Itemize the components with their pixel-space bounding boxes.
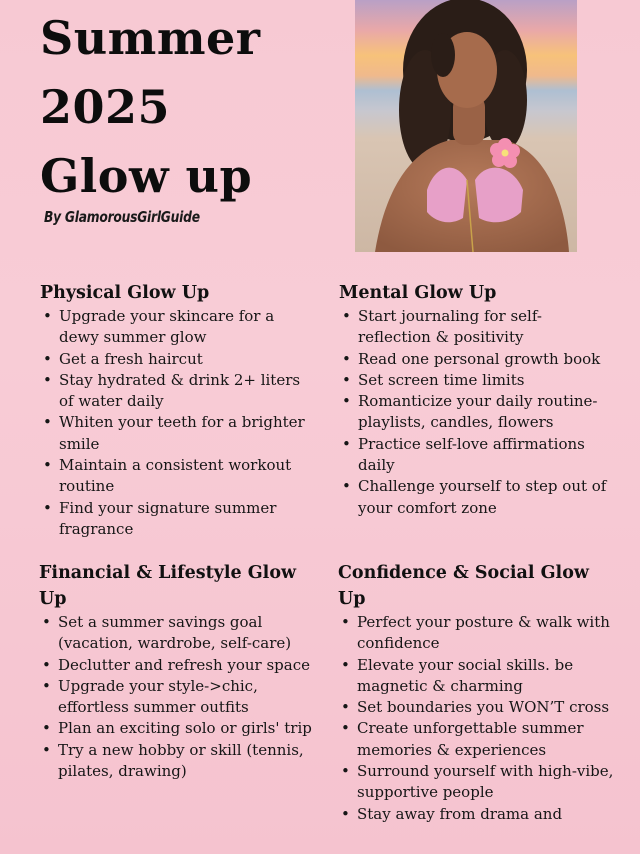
list-item: • Perfect your posture & walk with confidence [338,612,614,655]
list-item: • Set screen time limits [339,370,614,391]
list-item: • Declutter and refresh your space [39,655,314,676]
list-item: • Start journaling for self-reflection & positivity [339,306,614,349]
photo-illustration [355,0,577,252]
section-heading: Confidence & Social Glow Up [338,563,589,609]
list-item: • Whiten your teeth for a brighter smile [40,412,310,455]
list-item: • Romanticize your daily routine-playlists, candles, flowers [339,391,614,434]
list-item: • Stay away from drama and [338,804,614,825]
title-line-2: 2025 [40,80,171,134]
list-item: • Maintain a consistent workout routine [40,455,310,498]
list-item: • Try a new hobby or skill (tennis, pilates, drawing) [39,740,314,783]
list-item: • Plan an exciting solo or girls' trip [39,718,314,739]
section-confidence-social-glow-up [338,560,614,825]
list-item: • Challenge yourself to step out of your comfort zone [339,476,614,519]
section-list [40,306,310,540]
list-item: • Upgrade your style->chic, effortless summer outfits [39,676,314,719]
list-item: • Elevate your social skills. be magnetic & charming [338,655,614,698]
title-line-3: Glow up [40,149,253,203]
list-item: • Stay hydrated & drink 2+ liters of water daily [40,370,310,413]
author-byline: By GlamorousGirlGuide [44,208,200,226]
section-list [339,306,614,519]
list-item: • Surround yourself with high-vibe, supportive people [338,761,614,804]
beach-portrait-photo [355,0,577,252]
section-physical-glow-up [40,280,310,540]
section-list [338,612,614,825]
list-item: • Upgrade your skincare for a dewy summer glow [40,306,310,349]
list-item: • Create unforgettable summer memories & experiences [338,718,614,761]
section-heading: Physical Glow Up [40,283,210,303]
list-item: • Set boundaries you WON’T cross [338,697,614,718]
title-line-1: Summer [40,11,261,65]
section-financial-lifestyle-glow-up [39,560,314,782]
list-item: • Set a summer savings goal (vacation, wardrobe, self-care) [39,612,314,655]
page-title [40,4,261,211]
section-heading: Mental Glow Up [339,283,497,303]
section-heading: Financial & Lifestyle Glow Up [39,563,297,609]
list-item: • Get a fresh haircut [40,349,310,370]
list-item: • Find your signature summer fragrance [40,498,310,541]
section-list [39,612,314,782]
list-item: • Practice self-love affirmations daily [339,434,614,477]
list-item: • Read one personal growth book [339,349,614,370]
section-mental-glow-up [339,280,614,519]
